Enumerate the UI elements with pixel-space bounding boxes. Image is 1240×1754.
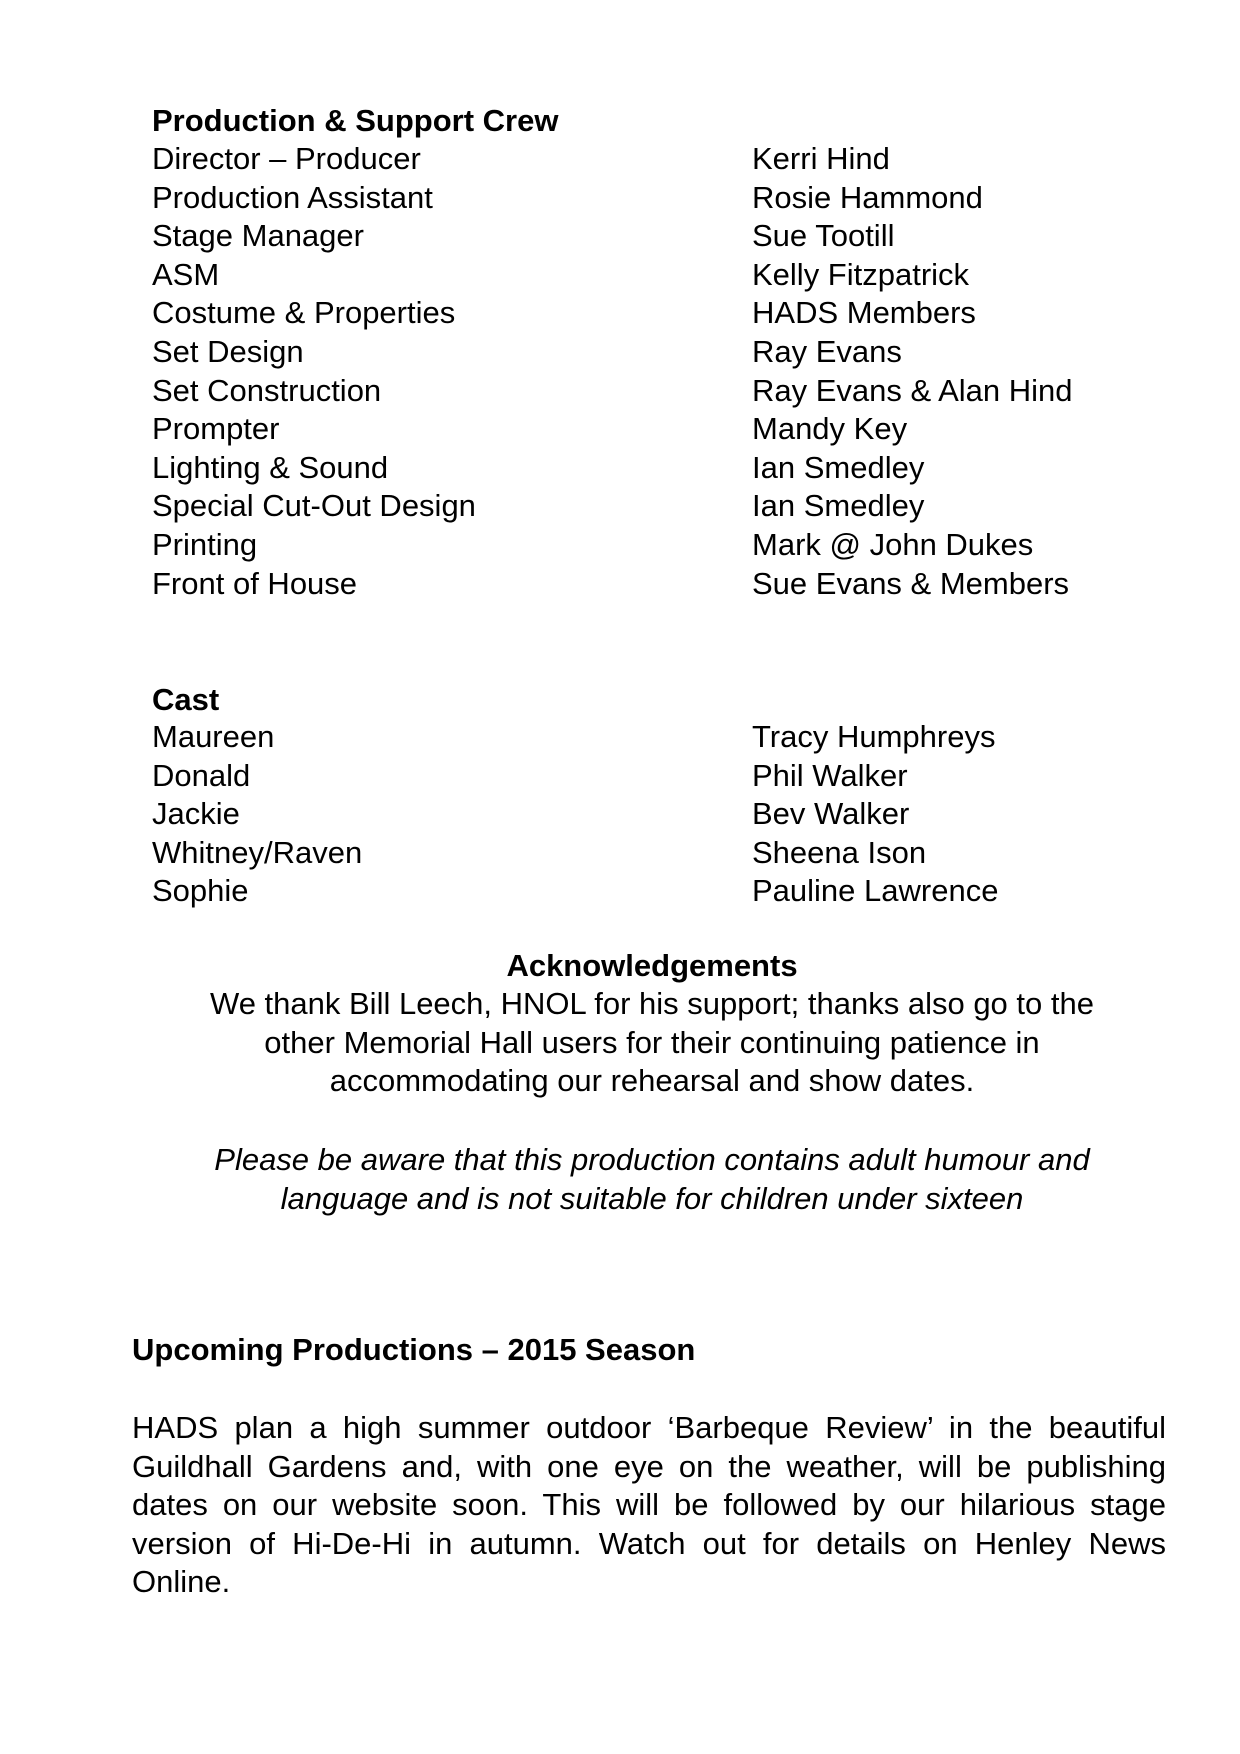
crew-row — [152, 410, 1152, 449]
cast-person: Sheena Ison — [752, 834, 927, 870]
cast-row — [152, 872, 1152, 911]
cast-person: Bev Walker — [752, 796, 910, 832]
crew-role: Set Design — [152, 333, 304, 369]
crew-person: Ray Evans — [752, 333, 902, 369]
crew-row — [152, 294, 1152, 333]
crew-person: Rosie Hammond — [752, 179, 983, 215]
cast-role: Whitney/Raven — [152, 834, 363, 870]
crew-role: Front of House — [152, 565, 358, 601]
crew-row — [152, 217, 1152, 256]
crew-row — [152, 565, 1152, 604]
crew-person: Kelly Fitzpatrick — [752, 256, 970, 292]
crew-row — [152, 179, 1152, 218]
crew-heading: Production & Support Crew — [152, 103, 559, 138]
crew-row — [152, 256, 1152, 295]
content-warning — [152, 1141, 1152, 1218]
upcoming-heading: Upcoming Productions – 2015 Season — [132, 1332, 696, 1367]
warning-line: Please be aware that this production contains adult humour and — [214, 1142, 1090, 1177]
cast-person: Tracy Humphreys — [752, 719, 996, 754]
acknowledgements-line: We thank Bill Leech, HNOL for his support; thanks also go to the — [210, 986, 1094, 1021]
cast-role: Donald — [152, 757, 251, 793]
cast-row — [152, 718, 1152, 757]
crew-person: Mandy Key — [752, 411, 908, 447]
crew-person: Mark @ John Dukes — [752, 526, 1034, 562]
crew-person: Ian Smedley — [752, 449, 925, 485]
crew-role: Stage Manager — [152, 218, 364, 254]
crew-role: Director – Producer — [152, 141, 421, 176]
crew-row — [152, 487, 1152, 526]
crew-person: HADS Members — [752, 295, 976, 331]
acknowledgements-section — [152, 947, 1152, 1101]
crew-row — [152, 140, 1152, 179]
crew-person: Kerri Hind — [752, 141, 890, 176]
acknowledgements-line: accommodating our rehearsal and show dates. — [329, 1063, 975, 1099]
cast-person: Pauline Lawrence — [752, 873, 999, 909]
acknowledgements-heading: Acknowledgements — [506, 948, 798, 983]
crew-role: Costume & Properties — [152, 295, 456, 331]
crew-person: Ian Smedley — [752, 488, 925, 524]
crew-role: Set Construction — [152, 372, 382, 408]
crew-role: Special Cut-Out Design — [152, 488, 476, 524]
cast-role: Maureen — [152, 719, 275, 754]
crew-row — [152, 526, 1152, 565]
crew-role: Prompter — [152, 411, 280, 447]
crew-role: Lighting & Sound — [152, 449, 389, 485]
cast-row — [152, 834, 1152, 873]
cast-role: Jackie — [152, 796, 240, 832]
cast-row — [152, 795, 1152, 834]
cast-person: Phil Walker — [752, 757, 908, 793]
crew-person: Ray Evans & Alan Hind — [752, 372, 1073, 408]
crew-row — [152, 333, 1152, 372]
warning-line: language and is not suitable for children under sixteen — [280, 1180, 1024, 1216]
cast-row — [152, 757, 1152, 796]
crew-row — [152, 449, 1152, 488]
cast-role: Sophie — [152, 873, 249, 909]
crew-role: ASM — [152, 256, 220, 292]
crew-role: Production Assistant — [152, 179, 433, 215]
crew-list — [152, 140, 1152, 603]
crew-person: Sue Evans & Members — [752, 565, 1070, 601]
acknowledgements-line: other Memorial Hall users for their continuing patience in — [264, 1024, 1040, 1060]
cast-list — [152, 718, 1152, 911]
crew-person: Sue Tootill — [752, 218, 895, 254]
crew-role: Printing — [152, 526, 258, 562]
crew-row — [152, 372, 1152, 411]
cast-heading: Cast — [152, 682, 220, 717]
upcoming-paragraph: HADS plan a high summer outdoor ‘Barbeque Review’ in the beautiful Guildhall Gardens and, with one eye on the weather, will be publishing dates on our website soon. This will be followed by our hilarious stage version of Hi-De-Hi in autumn. Watch out for details on Henley News Online. — [132, 1410, 1166, 1600]
